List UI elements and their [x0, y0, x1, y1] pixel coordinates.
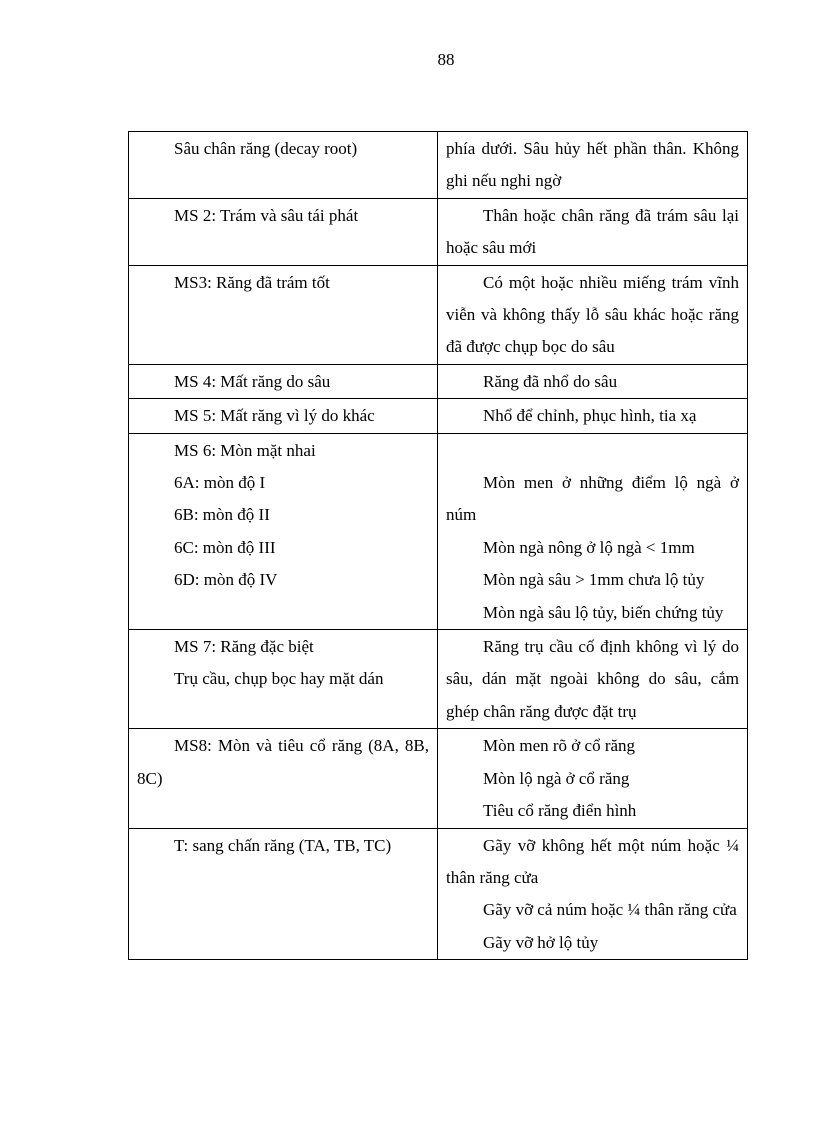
description-cell	[438, 630, 748, 729]
code-cell	[129, 630, 438, 729]
description-text: Mòn lộ ngà ở cổ răng	[483, 768, 630, 788]
code-label: MS 2: Trám và sâu tái phát	[174, 205, 359, 225]
description-cell	[438, 433, 748, 629]
table-row	[129, 132, 748, 199]
description-cell	[438, 132, 748, 199]
table-row	[129, 265, 748, 364]
code-label: MS 7: Răng đặc biệt	[174, 637, 314, 657]
description-text: phía dưới. Sâu hủy hết phần thân. Không ghi nếu nghi ngờ	[446, 139, 739, 191]
description-text: Mòn ngà nông ở lộ ngà < 1mm	[483, 537, 695, 557]
code-cell	[129, 132, 438, 199]
table-row	[129, 630, 748, 729]
code-cell	[129, 364, 438, 398]
code-cell	[129, 828, 438, 960]
page-number: 88	[437, 50, 455, 69]
description-text: Răng đã nhổ do sâu	[483, 371, 618, 391]
code-sublabel: 6A: mòn độ I	[174, 473, 266, 493]
description-text: Gãy vỡ không hết một núm hoặc ¼ thân răng cửa	[446, 835, 739, 887]
code-cell	[129, 433, 438, 629]
description-text: Gãy vỡ cả núm hoặc ¼ thân răng cửa	[483, 900, 737, 920]
code-label: MS 4: Mất răng do sâu	[174, 371, 331, 391]
description-text: Mòn men rõ ở cổ răng	[483, 736, 636, 756]
code-label: T: sang chấn răng (TA, TB, TC)	[174, 835, 392, 855]
table-row	[129, 364, 748, 398]
description-text: Mòn ngà sâu > 1mm chưa lộ tủy	[483, 570, 705, 590]
code-label: MS8: Mòn và tiêu cổ răng (8A, 8B, 8C)	[137, 736, 429, 788]
code-label: MS 5: Mất răng vì lý do khác	[174, 406, 375, 426]
table-row	[129, 198, 748, 265]
code-sublabel: Trụ cầu, chụp bọc hay mặt dán	[174, 669, 384, 689]
description-text: Có một hoặc nhiều miếng trám vĩnh viễn và không thấy lỗ sâu khác hoặc răng đã được chụp bọc do sâu	[446, 272, 739, 357]
description-cell	[438, 198, 748, 265]
description-cell	[438, 364, 748, 398]
table-row	[129, 729, 748, 828]
description-text: Gãy vỡ hở lộ tủy	[483, 932, 599, 952]
description-cell	[438, 828, 748, 960]
spacer	[446, 435, 739, 467]
description-cell	[438, 265, 748, 364]
description-text: Tiêu cổ răng điển hình	[483, 801, 637, 821]
code-cell	[129, 198, 438, 265]
code-label: Sâu chân răng (decay root)	[174, 139, 358, 158]
description-cell	[438, 399, 748, 433]
code-cell	[129, 265, 438, 364]
code-cell	[129, 729, 438, 828]
code-label: MS 6: Mòn mặt nhai	[174, 440, 316, 460]
description-text: Răng trụ cầu cố định không vì lý do sâu, dán mặt ngoài không do sâu, cắm ghép chân răng được đặt trụ	[446, 637, 739, 721]
code-cell	[129, 399, 438, 433]
description-text: Mòn men ở những điểm lộ ngà ở núm	[446, 473, 739, 525]
code-label: MS3: Răng đã trám tốt	[174, 272, 330, 292]
dental-status-table	[128, 131, 748, 960]
description-cell	[438, 729, 748, 828]
table-row	[129, 433, 748, 629]
table-row	[129, 399, 748, 433]
code-sublabel: 6B: mòn độ II	[174, 505, 270, 525]
description-text: Mòn ngà sâu lộ tủy, biến chứng tủy	[483, 602, 724, 622]
description-text: Nhổ để chỉnh, phục hình, tia xạ	[483, 406, 697, 426]
table-row	[129, 828, 748, 960]
description-text: Thân hoặc chân răng đã trám sâu lại hoặc sâu mới	[446, 205, 739, 258]
code-sublabel: 6D: mòn độ IV	[174, 570, 278, 590]
code-sublabel: 6C: mòn độ III	[174, 537, 276, 557]
